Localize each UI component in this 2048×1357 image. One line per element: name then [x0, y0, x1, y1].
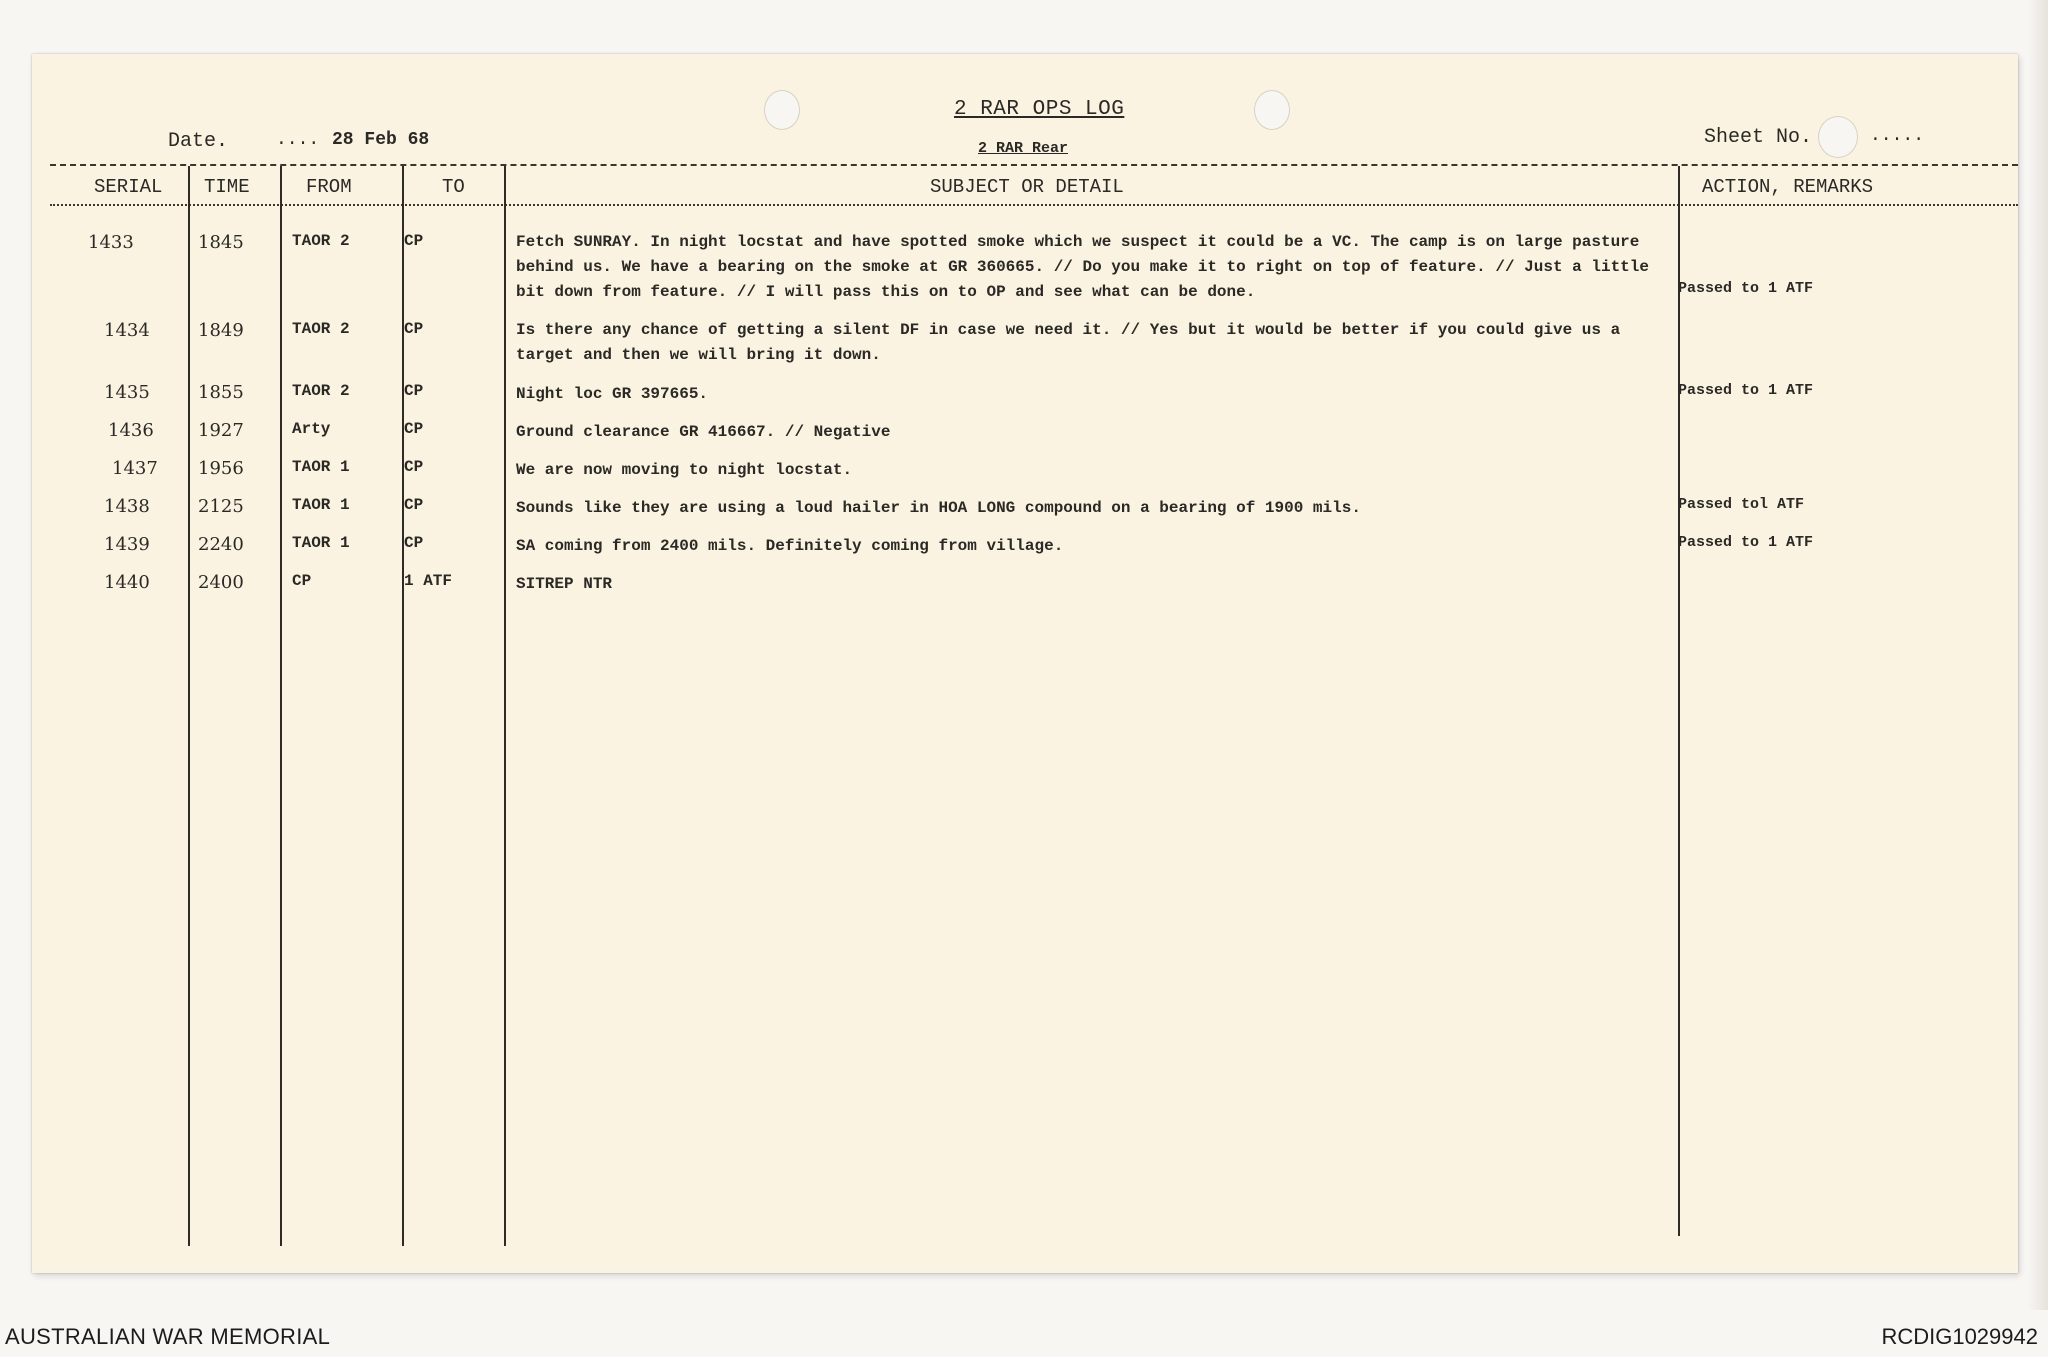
date-label: Date. — [168, 130, 229, 153]
header-top-rule — [50, 164, 2018, 166]
serial-cell: 1436 — [108, 420, 154, 441]
serial-cell: 1439 — [104, 534, 150, 555]
sheet-number-dots: ..... — [1870, 126, 1925, 146]
remark-cell: Passed tol ATF — [1678, 496, 1805, 513]
date-value: 28 Feb 68 — [332, 130, 430, 150]
from-cell: TAOR 2 — [292, 232, 350, 250]
to-cell: CP — [404, 420, 424, 438]
serial-cell: 1440 — [104, 572, 150, 593]
to-cell: CP — [404, 232, 424, 250]
column-header-subject: SUBJECT OR DETAIL — [930, 176, 1124, 198]
from-cell: TAOR 2 — [292, 320, 350, 338]
punch-hole — [1254, 90, 1290, 130]
to-cell: CP — [404, 382, 424, 400]
column-divider — [280, 166, 282, 1246]
serial-cell: 1438 — [104, 496, 150, 517]
log-sheet — [32, 54, 2018, 1273]
log-title: 2 RAR OPS LOG — [954, 98, 1125, 121]
punch-hole — [1818, 116, 1858, 158]
sheet-number-label: Sheet No. — [1704, 126, 1813, 149]
to-cell: CP — [404, 496, 424, 514]
to-cell: CP — [404, 458, 424, 476]
subject-cell: Night loc GR 397665. — [516, 385, 709, 403]
to-cell: CP — [404, 534, 424, 552]
remark-cell: Passed to 1 ATF — [1678, 534, 1814, 551]
log-subtitle: 2 RAR Rear — [978, 140, 1069, 157]
serial-cell: 1435 — [104, 382, 150, 403]
subject-cell: Is there any chance of getting a silent DF in case we need it. // Yes but it would be better if you could give us a target and then we will bring it down. — [516, 321, 1621, 364]
time-cell: 1855 — [198, 382, 244, 403]
column-divider — [504, 166, 506, 1246]
time-cell: 2125 — [198, 496, 244, 517]
time-cell: 2240 — [198, 534, 244, 555]
header-bottom-rule — [50, 204, 2018, 206]
page-edge — [2028, 0, 2048, 1310]
remark-cell: Passed to 1 ATF — [1678, 382, 1814, 399]
from-cell: TAOR 2 — [292, 382, 350, 400]
from-cell: TAOR 1 — [292, 496, 350, 514]
column-header-serial: SERIAL — [94, 176, 163, 198]
punch-hole — [764, 90, 800, 130]
to-cell: 1 ATF — [404, 572, 453, 590]
column-divider — [1678, 166, 1680, 1236]
serial-cell: 1433 — [88, 232, 134, 253]
serial-cell: 1437 — [112, 458, 158, 479]
date-dots: .... — [276, 130, 320, 150]
time-cell: 1845 — [198, 232, 244, 253]
from-cell: TAOR 1 — [292, 534, 350, 552]
subject-cell: Ground clearance GR 416667. // Negative — [516, 423, 891, 441]
column-header-from: FROM — [306, 176, 352, 198]
from-cell: CP — [292, 572, 312, 590]
time-cell: 1849 — [198, 320, 244, 341]
column-header-action: ACTION, REMARKS — [1702, 176, 1874, 198]
time-cell: 2400 — [198, 572, 244, 593]
column-header-time: TIME — [204, 176, 250, 198]
column-divider — [188, 166, 190, 1246]
subject-cell: SA coming from 2400 mils. Definitely coming from village. — [516, 537, 1064, 555]
subject-cell: We are now moving to night locstat. — [516, 461, 853, 479]
to-cell: CP — [404, 320, 424, 338]
remark-cell: Passed to 1 ATF — [1678, 280, 1814, 297]
subject-cell: Fetch SUNRAY. In night locstat and have spotted smoke which we suspect it could be a VC. The camp is on large pasture behind us. We have a bearing on the smoke at GR 360665. // Do you make it to right on top of feature. // Just a little bit down from feature. // I will pass this on to OP and see what can be done. — [516, 233, 1649, 301]
time-cell: 1956 — [198, 458, 244, 479]
column-header-to: TO — [442, 176, 465, 198]
from-cell: TAOR 1 — [292, 458, 350, 476]
serial-cell: 1434 — [104, 320, 150, 341]
archive-credit: AUSTRALIAN WAR MEMORIAL — [5, 1324, 331, 1349]
subject-cell: Sounds like they are using a loud hailer in HOA LONG compound on a bearing of 1900 mils. — [516, 499, 1361, 517]
from-cell: Arty — [292, 420, 331, 438]
time-cell: 1927 — [198, 420, 244, 441]
subject-cell: SITREP NTR — [516, 575, 613, 593]
archive-reference: RCDIG1029942 — [1881, 1324, 2038, 1349]
